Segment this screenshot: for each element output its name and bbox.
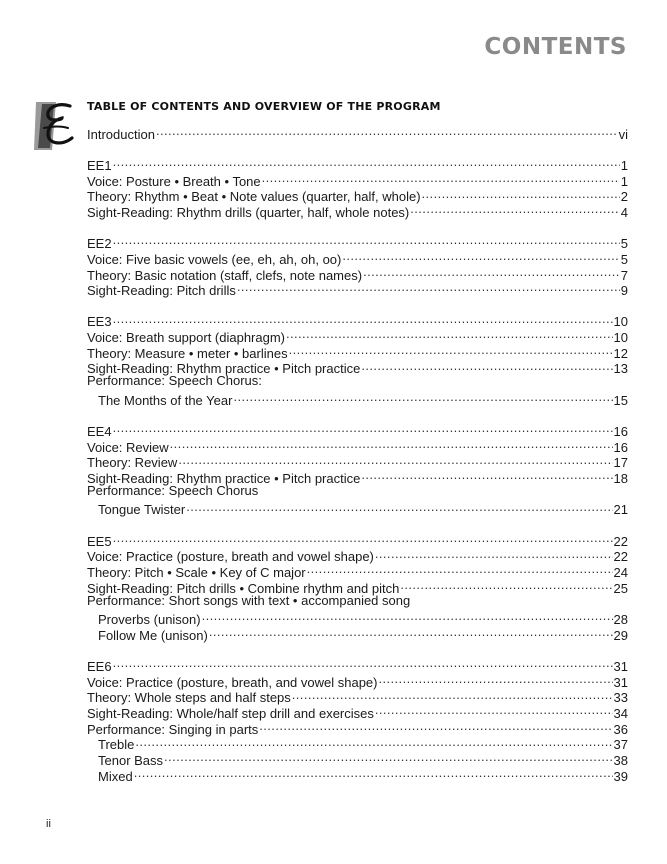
- toc-entry: [87, 530, 628, 549]
- toc-entry-title: Introduction: [87, 126, 155, 142]
- toc-entry-title: Voice: Practice (posture, breath and vowel shape): [87, 549, 374, 565]
- toc-dot-leader: [134, 765, 613, 781]
- toc-entry-page: 25: [613, 580, 628, 596]
- toc-dot-leader: [289, 342, 613, 358]
- toc-entry-title: Voice: Five basic vowels (ee, eh, ah, oh, oo): [87, 251, 342, 267]
- toc-entry-title: Follow Me (unison): [98, 627, 208, 643]
- ee-script-logo-icon: [32, 98, 76, 154]
- toc-dot-leader: [209, 624, 613, 640]
- toc-entry-page: 13: [613, 361, 628, 377]
- toc-entry-page: 16: [613, 439, 628, 455]
- toc-dot-leader: [363, 264, 620, 280]
- toc-entry-title: Voice: Review: [87, 439, 169, 455]
- toc-entry-title: Theory: Measure • meter • barlines: [87, 345, 288, 361]
- toc-entry-page: 31: [613, 658, 628, 674]
- toc-entry-title: Sight-Reading: Rhythm practice • Pitch practice: [87, 471, 361, 487]
- toc-entry-page: 5: [620, 236, 628, 252]
- toc-dot-leader: [178, 452, 612, 468]
- toc-dot-leader: [135, 734, 612, 750]
- toc-entry-title: Sight-Reading: Rhythm drills (quarter, half, whole notes): [87, 204, 410, 220]
- toc-dot-leader: [375, 702, 613, 718]
- toc-entry-page: 29: [613, 627, 628, 643]
- toc-dot-leader: [375, 546, 613, 562]
- toc-entry: [87, 765, 628, 784]
- toc-dot-leader: [170, 436, 613, 452]
- toc-dot-leader: [237, 280, 620, 296]
- toc-heading: TABLE OF CONTENTS AND OVERVIEW OF THE PROGRAM: [87, 100, 441, 113]
- toc-entry: [87, 593, 628, 609]
- toc-entry: [87, 326, 628, 346]
- toc-entry-title: Sight-Reading: Pitch drills: [87, 283, 236, 299]
- toc-entry-title: Theory: Whole steps and half steps: [87, 690, 291, 706]
- toc-entry-page: 22: [613, 549, 628, 565]
- toc-entry-page: 7: [620, 267, 628, 283]
- toc-entry-page: 36: [613, 721, 628, 737]
- toc-dot-leader: [233, 389, 612, 405]
- toc-dot-leader: [262, 170, 620, 186]
- toc-dot-leader: [113, 655, 613, 671]
- toc-dot-leader: [113, 530, 613, 546]
- toc-entry-title: EE6: [87, 658, 112, 674]
- toc-entry: [87, 671, 628, 690]
- toc-entry-title: Mixed: [98, 768, 133, 784]
- toc-entry: [87, 655, 628, 674]
- toc-entry: [87, 420, 628, 439]
- toc-section: [87, 123, 628, 142]
- toc-entry: [87, 546, 628, 565]
- toc-entry: [87, 123, 628, 142]
- toc-entry-title: Voice: Practice (posture, breath, and vowel shape): [87, 674, 378, 690]
- toc-dot-leader: [286, 326, 613, 342]
- toc-entry-title: The Months of the Year: [98, 392, 233, 408]
- toc-entry-page: 1: [620, 173, 628, 189]
- toc-section: [87, 154, 628, 220]
- toc-entry-title: Tenor Bass: [98, 753, 164, 769]
- toc-entry-page: 16: [613, 424, 628, 439]
- toc-entry: [87, 749, 628, 769]
- toc-entry-title: EE3: [87, 314, 112, 330]
- toc-dot-leader: [342, 248, 619, 264]
- toc-entry-page: vi: [618, 126, 628, 142]
- toc-entry-title: Voice: Posture • Breath • Tone: [87, 173, 261, 189]
- toc-entry-title: Tongue Twister: [98, 502, 186, 518]
- toc-dot-leader: [400, 577, 612, 593]
- toc-entry-page: 34: [613, 706, 628, 721]
- toc-entry-page: 10: [613, 330, 628, 346]
- toc-entry-page: 38: [613, 753, 628, 769]
- toc-section: [87, 311, 628, 408]
- toc-entry-page: 1: [620, 157, 628, 173]
- toc-entry-page: 9: [620, 283, 628, 299]
- toc-entry-title: EE5: [87, 533, 112, 549]
- toc-entry-title: EE1: [87, 157, 112, 173]
- toc-dot-leader: [307, 561, 613, 577]
- toc-entry-page: 33: [613, 690, 628, 706]
- toc-entry: [87, 389, 628, 408]
- toc-dot-leader: [113, 311, 613, 327]
- toc-entry: [87, 232, 628, 252]
- toc-dot-leader: [422, 186, 620, 202]
- toc-entry: [87, 170, 628, 189]
- toc-entry-page: 12: [613, 345, 628, 361]
- toc-entry-page: 24: [613, 565, 628, 580]
- toc-entry-page: 21: [613, 502, 628, 518]
- toc-entry: [87, 499, 628, 518]
- toc-dot-leader: [186, 499, 612, 515]
- toc-entry-page: 22: [613, 533, 628, 549]
- toc-entry: [87, 311, 628, 330]
- toc-entry-page: 31: [613, 674, 628, 690]
- page-number: ii: [46, 818, 51, 830]
- toc-entry-title: Treble: [98, 737, 135, 753]
- toc-entry-title: Performance: Short songs with text • accompanied song: [87, 592, 411, 608]
- toc-entry-page: 37: [613, 737, 628, 753]
- toc-entry-title: Performance: Singing in parts: [87, 721, 259, 737]
- toc-dot-leader: [113, 232, 620, 248]
- toc-dot-leader: [202, 608, 613, 624]
- toc-entry-title: Voice: Breath support (diaphragm): [87, 330, 285, 346]
- toc-entry-title: Theory: Review: [87, 455, 178, 471]
- toc-entry-title: EE2: [87, 236, 112, 252]
- toc-entry-page: 2: [620, 189, 628, 205]
- toc-entry-page: 15: [613, 392, 628, 408]
- toc-dot-leader: [113, 420, 613, 436]
- toc-entry-page: 4: [620, 204, 628, 220]
- toc-entry-title: Sight-Reading: Rhythm practice • Pitch practice: [87, 361, 361, 377]
- toc-dot-leader: [164, 749, 612, 765]
- toc-entry-page: 28: [613, 612, 628, 628]
- table-of-contents: [87, 123, 628, 796]
- toc-section: [87, 232, 628, 299]
- toc-dot-leader: [361, 358, 612, 374]
- toc-entry-title: Performance: Speech Chorus:: [87, 373, 262, 389]
- toc-dot-leader: [361, 467, 612, 483]
- toc-entry: [87, 734, 628, 753]
- toc-dot-leader: [156, 123, 618, 139]
- toc-entry-title: EE4: [87, 424, 112, 439]
- toc-entry-page: 5: [620, 251, 628, 267]
- toc-section: [87, 530, 628, 643]
- toc-dot-leader: [292, 687, 613, 703]
- toc-entry: [87, 608, 628, 628]
- toc-entry: [87, 248, 628, 267]
- toc-entry-page: 17: [613, 455, 628, 471]
- toc-entry: [87, 436, 628, 455]
- toc-entry: [87, 154, 628, 173]
- toc-section: [87, 655, 628, 784]
- toc-entry-page: 18: [613, 471, 628, 487]
- toc-entry-title: Theory: Rhythm • Beat • Note values (quarter, half, whole): [87, 189, 421, 205]
- page-title: CONTENTS: [484, 34, 627, 60]
- toc-entry-title: Performance: Speech Chorus: [87, 483, 259, 499]
- toc-dot-leader: [259, 718, 612, 734]
- toc-entry-title: Theory: Basic notation (staff, clefs, note names): [87, 267, 363, 283]
- toc-dot-leader: [113, 154, 620, 170]
- toc-entry-title: Theory: Pitch • Scale • Key of C major: [87, 565, 306, 580]
- toc-entry-title: Proverbs (unison): [98, 612, 201, 628]
- toc-entry-title: Sight-Reading: Pitch drills • Combine rhythm and pitch: [87, 580, 400, 596]
- toc-dot-leader: [379, 671, 613, 687]
- toc-entry-page: 39: [613, 768, 628, 784]
- toc-entry-title: Sight-Reading: Whole/half step drill and exercises: [87, 706, 374, 721]
- toc-section: [87, 420, 628, 518]
- toc-dot-leader: [410, 201, 620, 217]
- toc-entry-page: 10: [613, 314, 628, 330]
